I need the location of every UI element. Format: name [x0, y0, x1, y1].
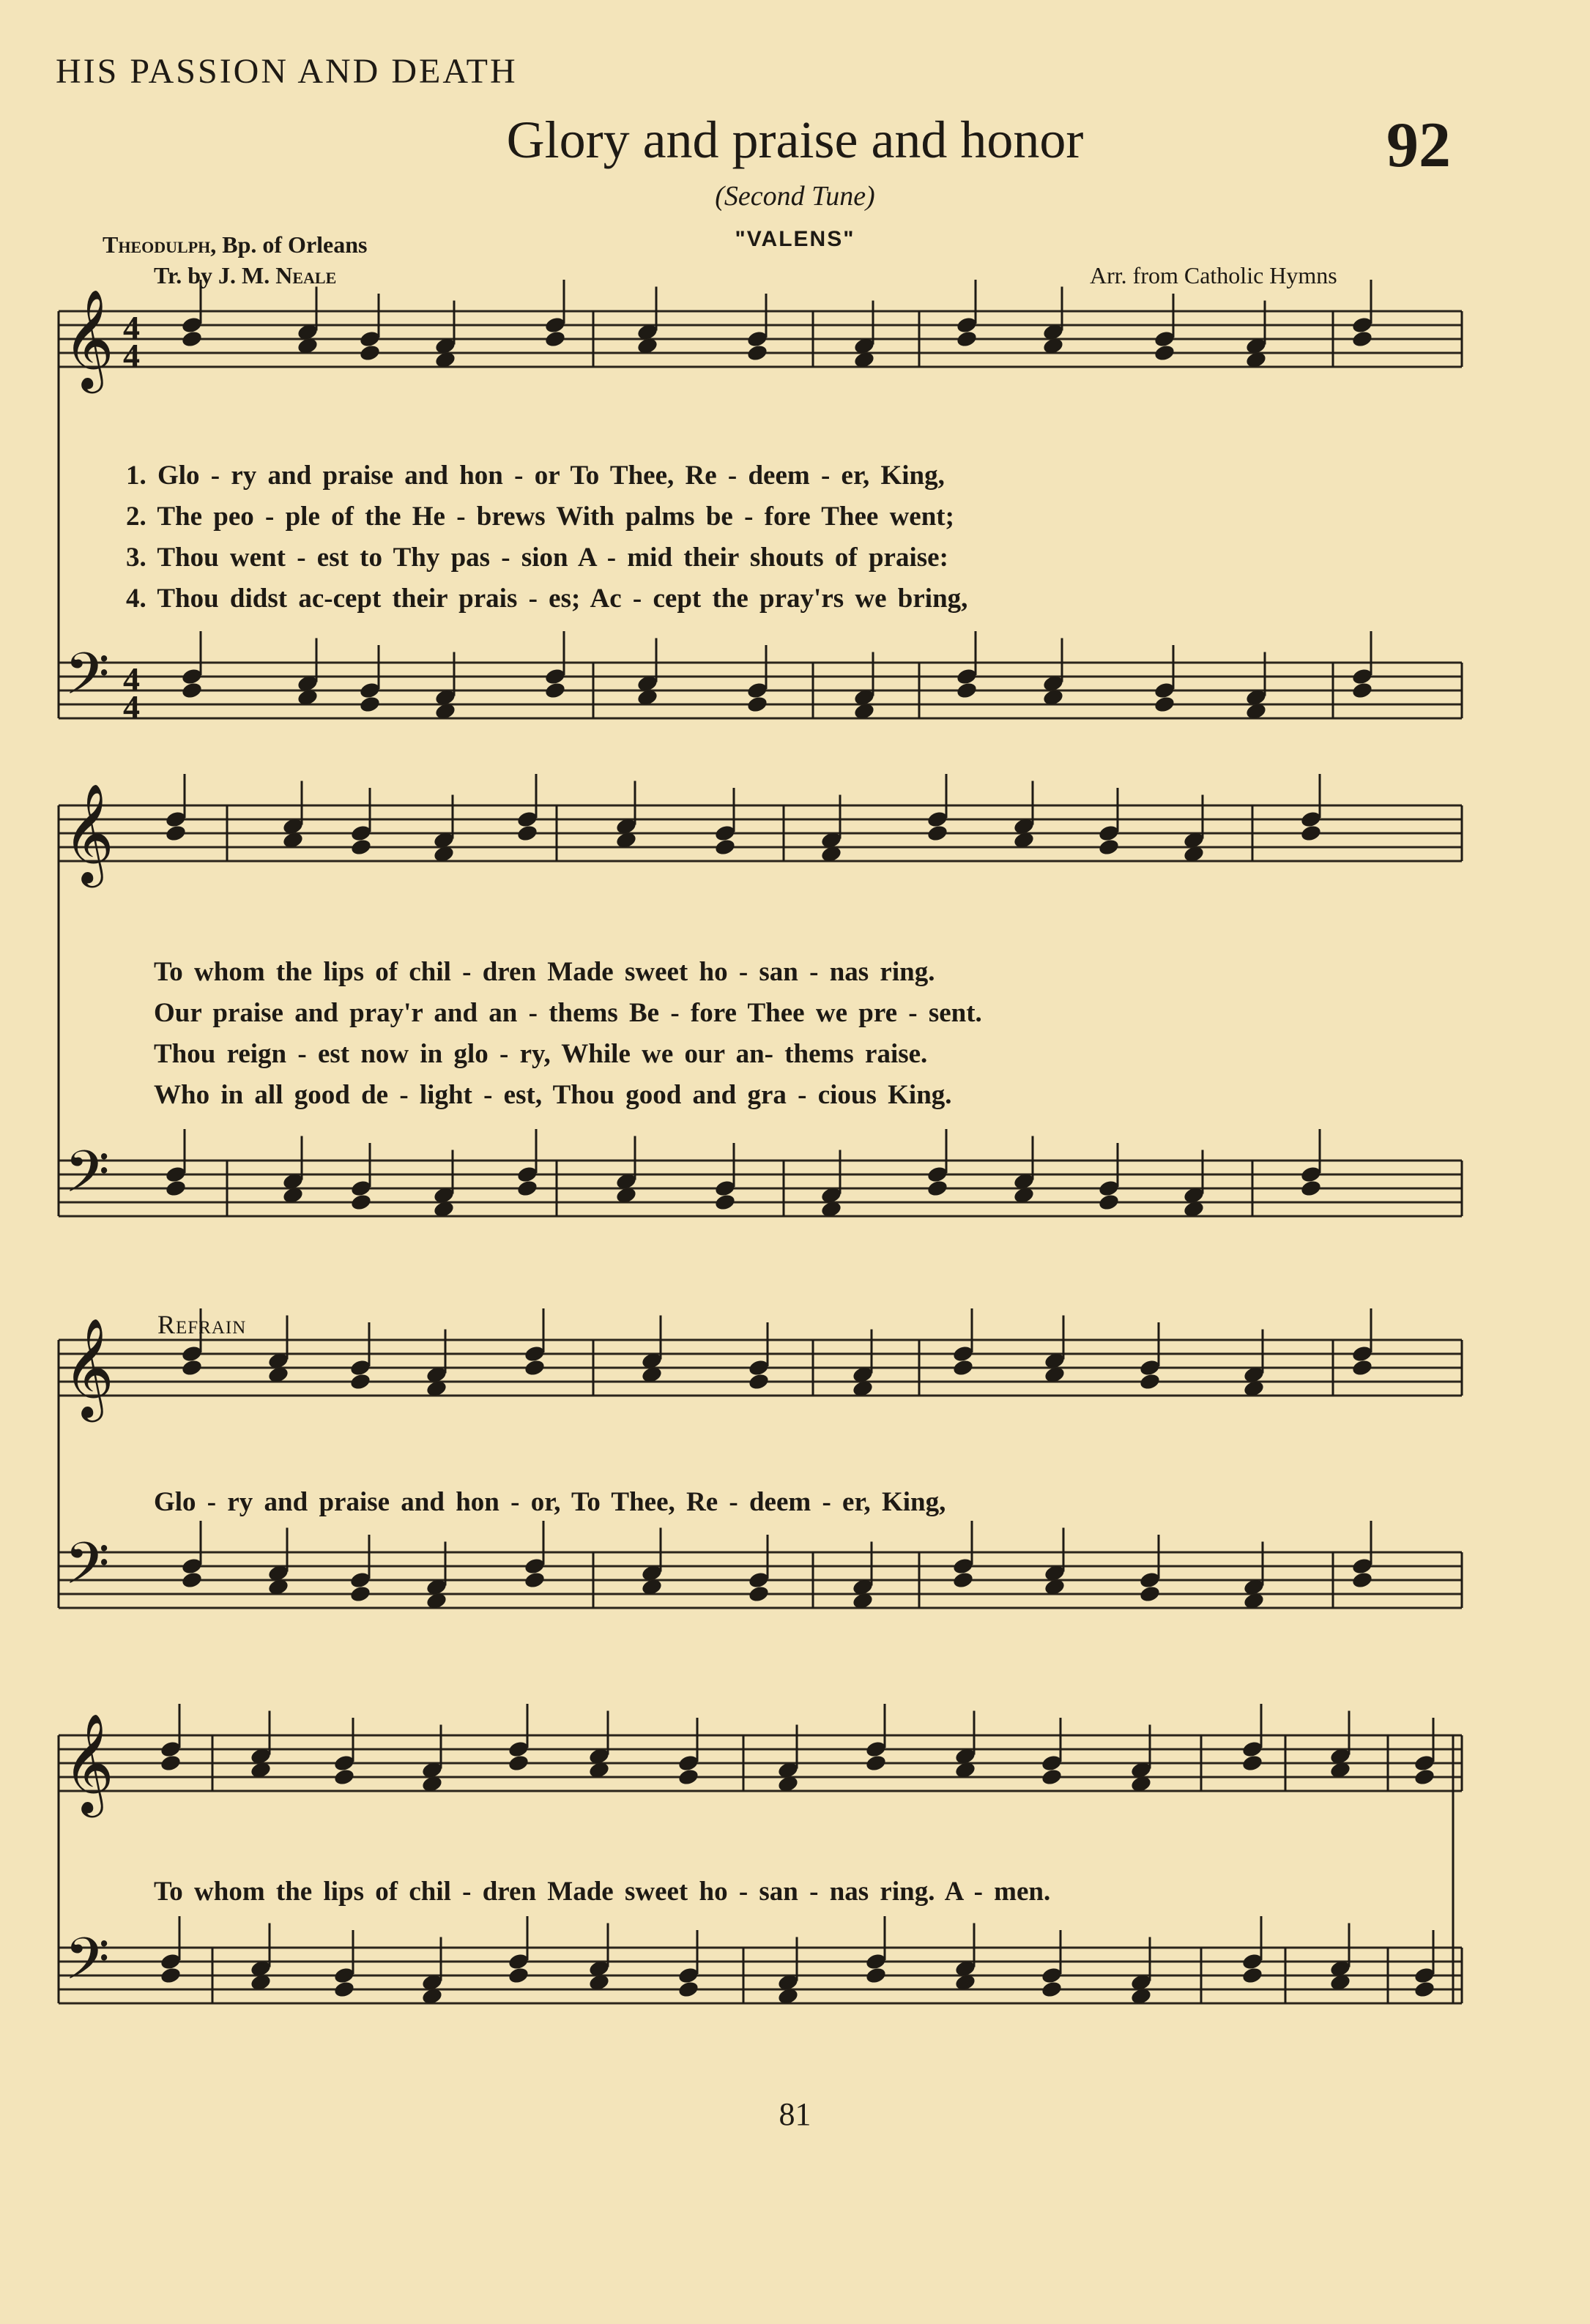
verse-1-line-1: 1. Glo - ry and praise and hon - or To Thee, Re - deem - er, King,: [126, 461, 945, 491]
hymn-title: Glory and praise and honor: [506, 111, 1084, 169]
bass-note: [1154, 695, 1176, 714]
treble-note: [748, 1372, 770, 1391]
bass-note: [746, 695, 769, 714]
time-signature-denominator: 4: [123, 688, 140, 726]
bass-note: [1300, 1179, 1323, 1198]
treble-note: [1300, 824, 1323, 843]
bass-note: [160, 1966, 182, 1985]
treble-clef-icon: 𝄞: [63, 782, 114, 883]
bass-note: [1098, 1193, 1121, 1212]
treble-note: [1351, 1358, 1374, 1377]
bass-note: [350, 1193, 373, 1212]
bass-note: [349, 1584, 372, 1604]
treble-note: [1098, 838, 1121, 857]
refrain-lyric-2: To whom the lips of chil - dren Made sweet ho - san - nas ring. A - men.: [154, 1877, 1051, 1907]
verse-4-line-2: Who in all good de - light - est, Thou good and gra - cious King.: [154, 1080, 952, 1110]
bass-note: [359, 695, 382, 714]
bass-note: [544, 681, 567, 700]
treble-note: [181, 1358, 204, 1377]
tune-note: (Second Tune): [715, 181, 875, 212]
bass-clef-icon: 𝄢: [64, 1138, 110, 1220]
time-signature-numerator: 4: [123, 309, 140, 346]
treble-note: [1041, 1768, 1063, 1787]
time-signature-denominator: 4: [123, 337, 140, 374]
bass-note: [956, 681, 978, 700]
treble-note: [524, 1358, 546, 1377]
treble-note: [350, 838, 373, 857]
bass-note: [524, 1571, 546, 1590]
bass-note: [1139, 1584, 1162, 1604]
bass-note: [1413, 1980, 1436, 1999]
section-heading: HIS PASSION AND DEATH: [56, 52, 518, 91]
treble-note: [1241, 1754, 1264, 1773]
treble-note: [677, 1768, 700, 1787]
bass-note: [165, 1179, 187, 1198]
bass-note: [1241, 1966, 1264, 1985]
refrain-lyric-1: Glo - ry and praise and hon - or, To Thee, Re - deem - er, King,: [154, 1487, 946, 1517]
hymn-number: 92: [1386, 110, 1451, 181]
page-number: 81: [779, 2096, 811, 2132]
bass-note: [1351, 681, 1374, 700]
treble-note: [956, 329, 978, 349]
treble-note: [952, 1358, 975, 1377]
treble-note: [516, 824, 539, 843]
bass-note: [1351, 1571, 1374, 1590]
treble-note: [1139, 1372, 1162, 1391]
treble-note: [1154, 343, 1176, 362]
verse-4-line-1: 4. Thou didst ac-cept their prais - es; Ac - cept the pray'rs we bring,: [126, 584, 968, 614]
bass-note: [926, 1179, 949, 1198]
treble-note: [359, 343, 382, 362]
verse-3-line-2: Thou reign - est now in glo - ry, While we our an- thems raise.: [154, 1039, 928, 1069]
treble-note: [926, 824, 949, 843]
treble-note: [544, 329, 567, 349]
treble-note: [508, 1754, 530, 1773]
translator-prefix: Tr. by J. M.: [154, 262, 276, 288]
tune-name: "VALENS": [735, 227, 855, 251]
author-name: Theodulph: [103, 231, 211, 258]
verse-1-line-2: To whom the lips of chil - dren Made sweet ho - san - nas ring.: [154, 957, 935, 987]
treble-clef-icon: 𝄞: [63, 288, 114, 389]
bass-note: [952, 1571, 975, 1590]
treble-note: [865, 1754, 888, 1773]
verse-2-line-1: 2. The peo - ple of the He - brews With palms be - fore Thee went;: [126, 502, 954, 532]
time-signature-numerator: 4: [123, 660, 140, 698]
treble-clef-icon: 𝄞: [63, 1712, 114, 1813]
bass-note: [677, 1980, 700, 1999]
refrain-label: Refrain: [157, 1310, 247, 1339]
treble-note: [746, 343, 769, 362]
treble-clef-icon: 𝄞: [63, 1316, 114, 1418]
treble-note: [333, 1768, 356, 1787]
bass-note: [181, 1571, 204, 1590]
verse-2-line-2: Our praise and pray'r and an - thems Be - fore Thee we pre - sent.: [154, 998, 982, 1028]
treble-note: [1351, 329, 1374, 349]
bass-note: [865, 1966, 888, 1985]
bass-note: [333, 1980, 356, 1999]
bass-note: [714, 1193, 737, 1212]
translator-name: Neale: [275, 262, 337, 288]
bass-clef-icon: 𝄢: [64, 1530, 110, 1612]
bass-note: [748, 1584, 770, 1604]
treble-note: [1413, 1768, 1436, 1787]
bass-clef-icon: 𝄢: [64, 640, 110, 722]
treble-note: [349, 1372, 372, 1391]
bass-note: [508, 1966, 530, 1985]
treble-note: [181, 329, 204, 349]
bass-note: [516, 1179, 539, 1198]
bass-clef-icon: 𝄢: [64, 1925, 110, 2007]
treble-note: [160, 1754, 182, 1773]
bass-note: [181, 681, 204, 700]
treble-note: [165, 824, 187, 843]
bass-note: [1041, 1980, 1063, 1999]
verse-3-line-1: 3. Thou went - est to Thy pas - sion A - mid their shouts of praise:: [126, 543, 948, 573]
arranger-credit: Arr. from Catholic Hymns: [1090, 262, 1337, 288]
treble-note: [714, 838, 737, 857]
author-title: , Bp. of Orleans: [210, 231, 368, 258]
